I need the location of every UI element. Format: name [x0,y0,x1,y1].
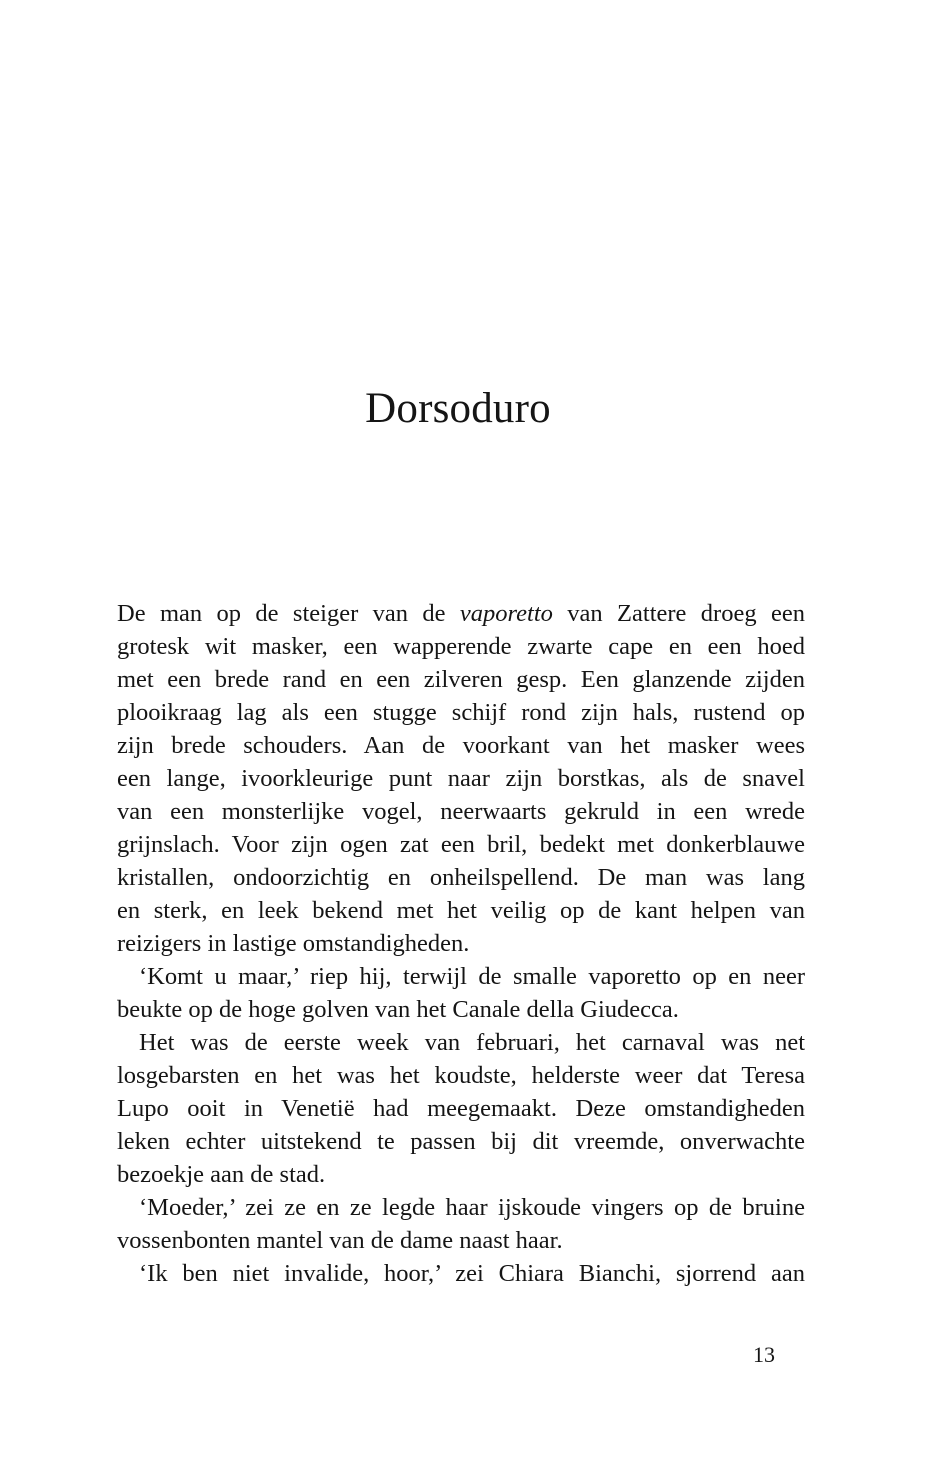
text-line: ‘Moeder,’ zei ze en ze legde haar ijskoude vingers op de bruine [139,1194,805,1221]
text-run: van Zattere droeg een [552,600,805,627]
text-line: ‘Ik ben niet invalide, hoor,’ zei Chiara Bianchi, sjorrend aan [139,1260,805,1287]
body-text [117,597,805,1290]
text-line: Lupo ooit in Venetië had meegemaakt. Deze omstandigheden [117,1095,805,1122]
text-line: grotesk wit masker, een wapperende zwarte cape en een hoed [117,633,805,660]
text-line [117,597,805,630]
text-line: Het was de eerste week van februari, het carnaval was net [139,1029,805,1056]
text-line: van een monsterlijke vogel, neerwaarts gekruld in een wrede [117,798,805,825]
text-line: losgebarsten en het was het koudste, helderste weer dat Teresa [117,1062,805,1089]
text-line: ‘Komt u maar,’ riep hij, terwijl de smalle vaporetto op en neer [139,963,805,990]
text-line: grijnslach. Voor zijn ogen zat een bril, bedekt met donkerblauwe [117,831,805,858]
chapter-title: Dorsoduro [365,384,551,432]
text-line: kristallen, ondoorzichtig en onheilspellend. De man was lang [117,864,805,891]
text-line: vossenbonten mantel van de dame naast haar. [117,1227,563,1254]
text-line: zijn brede schouders. Aan de voorkant van het masker wees [117,732,805,759]
text-line: bezoekje aan de stad. [117,1161,326,1188]
text-line: leken echter uitstekend te passen bij dit vreemde, onverwachte [117,1128,805,1155]
text-line: plooikraag lag als een stugge schijf rond zijn hals, rustend op [117,699,805,726]
page-number: 13 [753,1342,775,1367]
text-line: met een brede rand en een zilveren gesp. Een glanzende zijden [117,666,805,693]
text-line: reizigers in lastige omstandigheden. [117,930,470,957]
text-line: beukte op de hoge golven van het Canale della Giudecca. [117,996,679,1023]
text-run: De man op de steiger van de [117,600,460,627]
text-line: en sterk, en leek bekend met het veilig op de kant helpen van [117,897,805,924]
text-line: een lange, ivoorkleurige punt naar zijn borstkas, als de snavel [117,765,805,792]
italic-word: vaporetto [459,600,553,627]
